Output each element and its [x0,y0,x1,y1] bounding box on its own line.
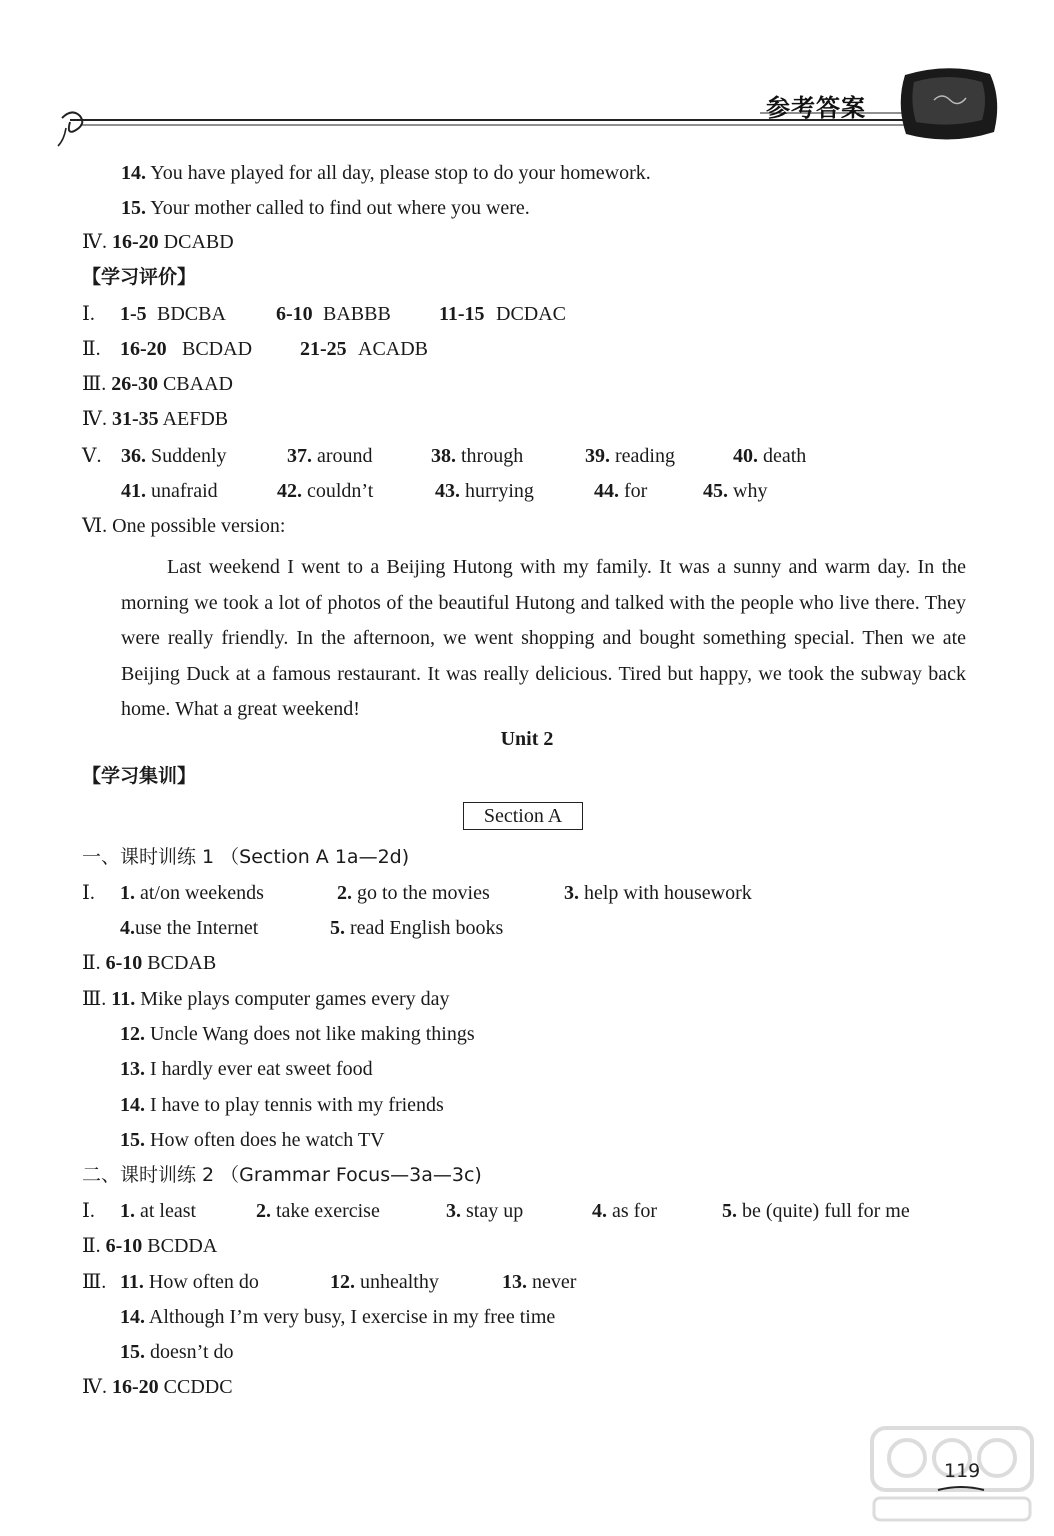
item-text: be (quite) full for me [742,1200,910,1222]
answer-line-15 [121,196,530,220]
item-number: 42. [277,480,302,502]
item-range: 31-35 [111,408,159,430]
part1-iii-12 [120,1022,475,1046]
page-header [0,0,1054,160]
answer-letters: BCDAD [182,338,253,360]
item-text: never [532,1271,577,1293]
item-text: use the Internet [135,917,259,939]
item-text: How often do [148,1271,259,1293]
item-text: doesn’t do [150,1341,234,1363]
item-text: couldn’t [307,480,374,502]
item-number: 3. [564,882,579,904]
roman-numeral: Ⅰ. [82,882,95,904]
item-range: 6-10 [105,952,143,974]
item-range: 16-20 [111,1376,159,1398]
item-text: at least [140,1200,197,1222]
item-number: 12. [120,1023,145,1045]
item-number: 43. [435,480,460,502]
item-text: at/on weekends [140,882,264,904]
item-number: 5. [330,917,345,939]
item-number: 4. [592,1200,607,1222]
eval-row-6 [82,514,285,538]
roman-numeral: Ⅲ. [82,988,107,1010]
answer-letters: CCDDC [163,1376,233,1398]
part2-iii-15 [120,1340,234,1364]
item-number: 11. [111,988,136,1010]
part2-iv [82,1375,233,1399]
answer-letters: CBAAD [162,373,233,395]
item-number: 4. [120,917,135,939]
roman-numeral: Ⅱ. [82,952,101,974]
item-text: why [733,480,768,502]
part1-iii-15 [120,1128,385,1152]
unit-title: Unit 2 [500,728,554,750]
part1-iii-13 [120,1057,373,1081]
answer-letters: BDCBA [157,303,226,325]
part1-iii-14 [120,1093,444,1117]
roman-numeral: Ⅱ. [82,338,101,360]
item-range: 26-30 [111,373,158,395]
item-number: 38. [431,445,456,467]
roman-numeral: Ⅳ. [82,231,107,253]
header-ornament [0,0,1054,160]
item-number: 45. [703,480,728,502]
item-text: for [624,480,648,502]
answer-letters: DCABD [163,231,234,253]
item-number: 11. [120,1271,144,1293]
answer-letters: ACADB [358,338,429,360]
item-text: Uncle Wang does not like making things [150,1023,475,1045]
eval-heading: 【学习评价】 [82,266,197,288]
eval-row-4 [82,407,228,431]
item-number: 14. [120,1306,145,1328]
roman-numeral: Ⅲ. [82,373,107,395]
item-number: 1. [120,882,135,904]
eval-row-3 [82,372,233,396]
item-number: 5. [722,1200,737,1222]
item-text: read English books [350,917,504,939]
answer-letters: BCDAB [147,952,217,974]
item-text: Although I’m very busy, I exercise in my free time [148,1306,556,1328]
item-text: stay up [466,1200,524,1222]
part1-iii-11 [82,987,450,1011]
item-range: 11-15 [439,303,485,325]
item-text: Your mother called to find out where you were. [150,197,530,219]
item-number: 12. [330,1271,355,1293]
item-range: 21-25 [300,338,347,360]
roman-numeral: Ⅰ. [82,1200,95,1222]
item-text: as for [612,1200,657,1222]
item-number: 1. [120,1200,135,1222]
part2-ii [82,1234,217,1258]
item-text: hurrying [465,480,534,502]
item-text: One possible version: [112,515,286,537]
part1-title [82,845,409,869]
item-number: 37. [287,445,312,467]
item-number: 39. [585,445,610,467]
item-number: 36. [121,445,146,467]
part-title-text: 二、课时训练 2 （Grammar Focus—3a—3c) [82,1164,482,1186]
item-number: 14. [120,1094,145,1116]
item-text: around [317,445,373,467]
item-number: 44. [594,480,619,502]
item-text: unafraid [151,480,218,502]
item-text: You have played for all day, please stop to do your homework. [150,162,651,184]
item-range: 16-20 [120,338,167,360]
answer-letters: DCDAC [496,303,567,325]
answer-letters: AEFDB [162,408,229,430]
part2-title [82,1163,482,1187]
section-label: Section A [463,802,583,830]
header-title: 参考答案 [766,94,866,122]
item-range: 16-20 [111,231,159,253]
item-text: reading [615,445,675,467]
roman-numeral: Ⅴ. [82,445,102,467]
item-text: go to the movies [357,882,490,904]
item-text: How often does he watch TV [150,1129,385,1151]
roman-numeral: Ⅳ. [82,1376,107,1398]
part2-iii-14 [120,1305,555,1329]
page-number-underline [936,1484,986,1494]
item-number: 15. [120,1129,145,1151]
item-text: I hardly ever eat sweet food [150,1058,373,1080]
item-text: unhealthy [360,1271,439,1293]
roman-numeral: Ⅰ. [82,303,95,325]
item-number: 3. [446,1200,461,1222]
answer-letters: BCDDA [147,1235,218,1257]
item-text: Mike plays computer games every day [140,988,450,1010]
item-text: I have to play tennis with my friends [150,1094,444,1116]
answer-line-14 [121,161,651,185]
item-number: 2. [337,882,352,904]
item-range: 1-5 [120,303,147,325]
unit-heading: 【学习集训】 [82,765,197,787]
roman-numeral: Ⅱ. [82,1235,101,1257]
item-text: Suddenly [151,445,227,467]
answer-letters: BABBB [323,303,391,325]
item-number: 13. [120,1058,145,1080]
item-number: 14. [121,162,146,184]
item-text: help with housework [584,882,752,904]
item-number: 15. [120,1341,145,1363]
item-number: 2. [256,1200,271,1222]
item-text: death [763,445,807,467]
item-range: 6-10 [105,1235,143,1257]
item-text: take exercise [276,1200,380,1222]
item-number: 41. [121,480,146,502]
item-text: through [461,445,524,467]
answer-line-iv [82,230,234,254]
page-number: 119 [944,1460,981,1482]
roman-numeral: Ⅳ. [82,408,107,430]
item-range: 6-10 [276,303,313,325]
item-number: 15. [121,197,146,219]
essay-text: Last weekend I went to a Beijing Hutong with my family. It was a sunny and warm day. In the morning we took a lot of photos of the beautiful Hutong and talked with the people who live there. They were really friendly. In the afternoon, we went shopping and bought something special. Then we ate Beijing Duck at a famous restaurant. It was really delicious. Tired but happy, we took the subway back home. What a great weekend! [121,556,966,720]
roman-numeral: Ⅵ. [82,515,108,537]
item-number: 40. [733,445,758,467]
part-title-text: 一、课时训练 1 （Section A 1a—2d) [82,846,410,868]
item-number: 13. [502,1271,527,1293]
sample-essay [121,550,966,728]
roman-numeral: Ⅲ. [82,1271,107,1293]
part1-ii [82,951,216,975]
